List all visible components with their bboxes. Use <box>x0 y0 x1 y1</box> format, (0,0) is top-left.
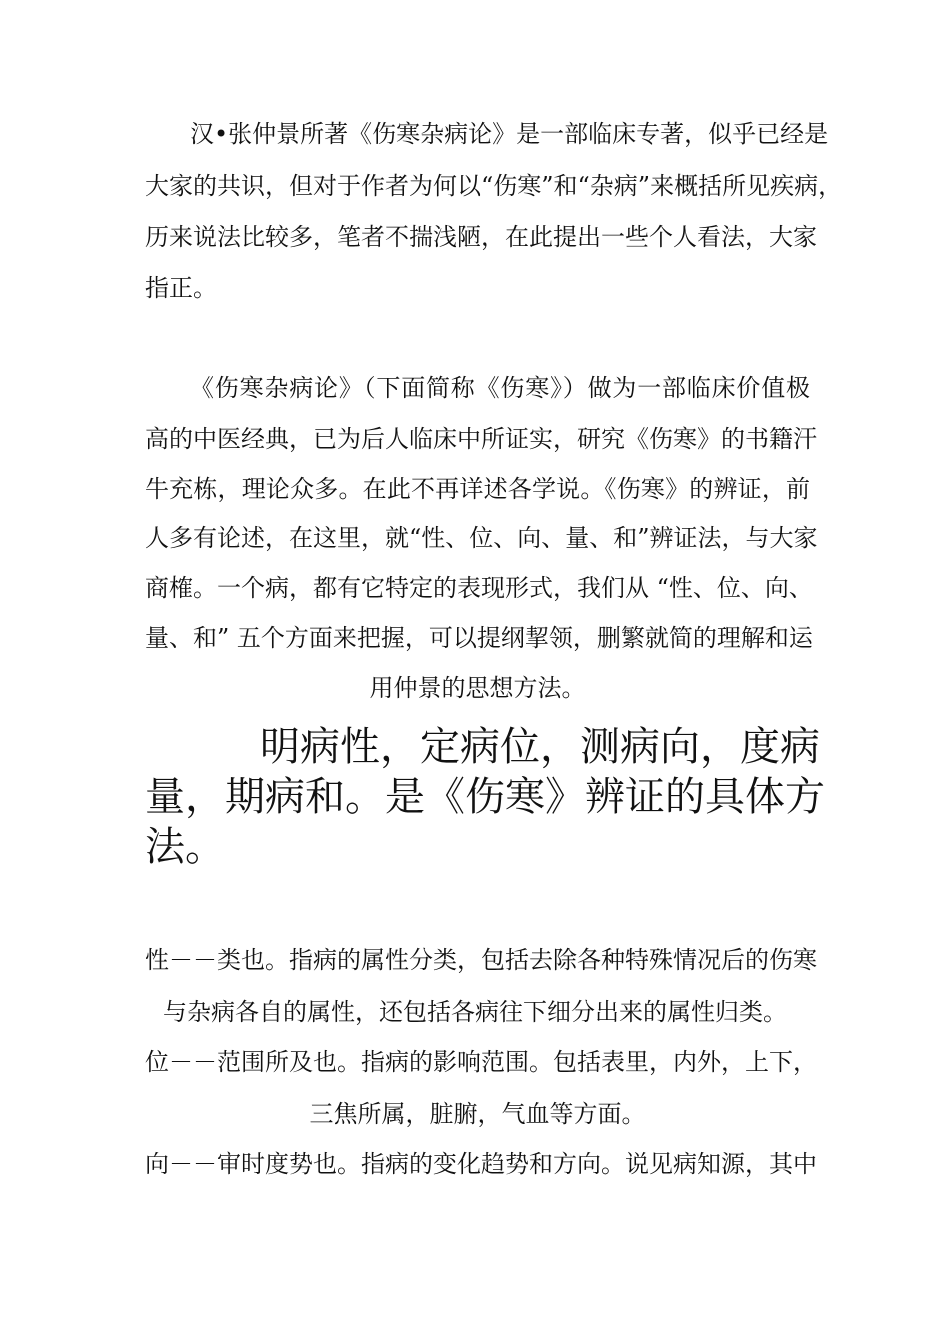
second-line-3: 牛充栋，理论众多。在此不再详述各学说。《伤寒》的辨证，前 <box>145 475 810 503</box>
second-line-5: 商榷。一个病，都有它特定的表现形式，我们从 “性、位、向、 <box>145 574 813 602</box>
definition-xiang-line-1: 向－－审时度势也。指病的变化趋势和方向。说见病知源，其中 <box>145 1150 817 1178</box>
definition-xing-line-1: 性－－类也。指病的属性分类，包括去除各种特殊情况后的伤寒 <box>145 946 817 974</box>
intro-line-3: 历来说法比较多，笔者不揣浅陋，在此提出一些个人看法，大家 <box>145 223 817 251</box>
intro-line-4: 指正。 <box>145 274 217 302</box>
definition-wei-line-2: 三焦所属，脏腑，气血等方面。 <box>309 1100 646 1128</box>
second-line-2: 高的中医经典，已为后人临床中所证实，研究《伤寒》的书籍汗 <box>145 425 817 453</box>
intro-line-2: 大家的共识，但对于作者为何以“伤寒”和“杂病”来概括所见疾病， <box>145 172 843 200</box>
second-line-1: 《伤寒杂病论》（下面简称《伤寒》）做为一部临床价值极 <box>190 374 810 402</box>
heading-line-3: 法。 <box>145 824 225 870</box>
intro-line-1: 汉•张仲景所著《伤寒杂病论》是一部临床专著，似乎已经是 <box>190 120 829 148</box>
heading-line-1: 明病性，定病位，测病向，度病 <box>260 724 820 770</box>
second-line-7: 用仲景的思想方法。 <box>369 674 586 702</box>
definition-wei-line-1: 位－－范围所及也。指病的影响范围。包括表里，内外，上下， <box>145 1048 817 1076</box>
second-line-4: 人多有论述，在这里，就“性、位、向、量、和”辨证法，与大家 <box>145 524 818 552</box>
second-line-6: 量、和” 五个方面来把握，可以提纲挈领，删繁就简的理解和运 <box>145 624 813 652</box>
heading-line-2: 量，期病和。是《伤寒》辨证的具体方 <box>145 774 825 820</box>
definition-xing-line-2: 与杂病各自的属性，还包括各病往下细分出来的属性归类。 <box>163 998 787 1026</box>
